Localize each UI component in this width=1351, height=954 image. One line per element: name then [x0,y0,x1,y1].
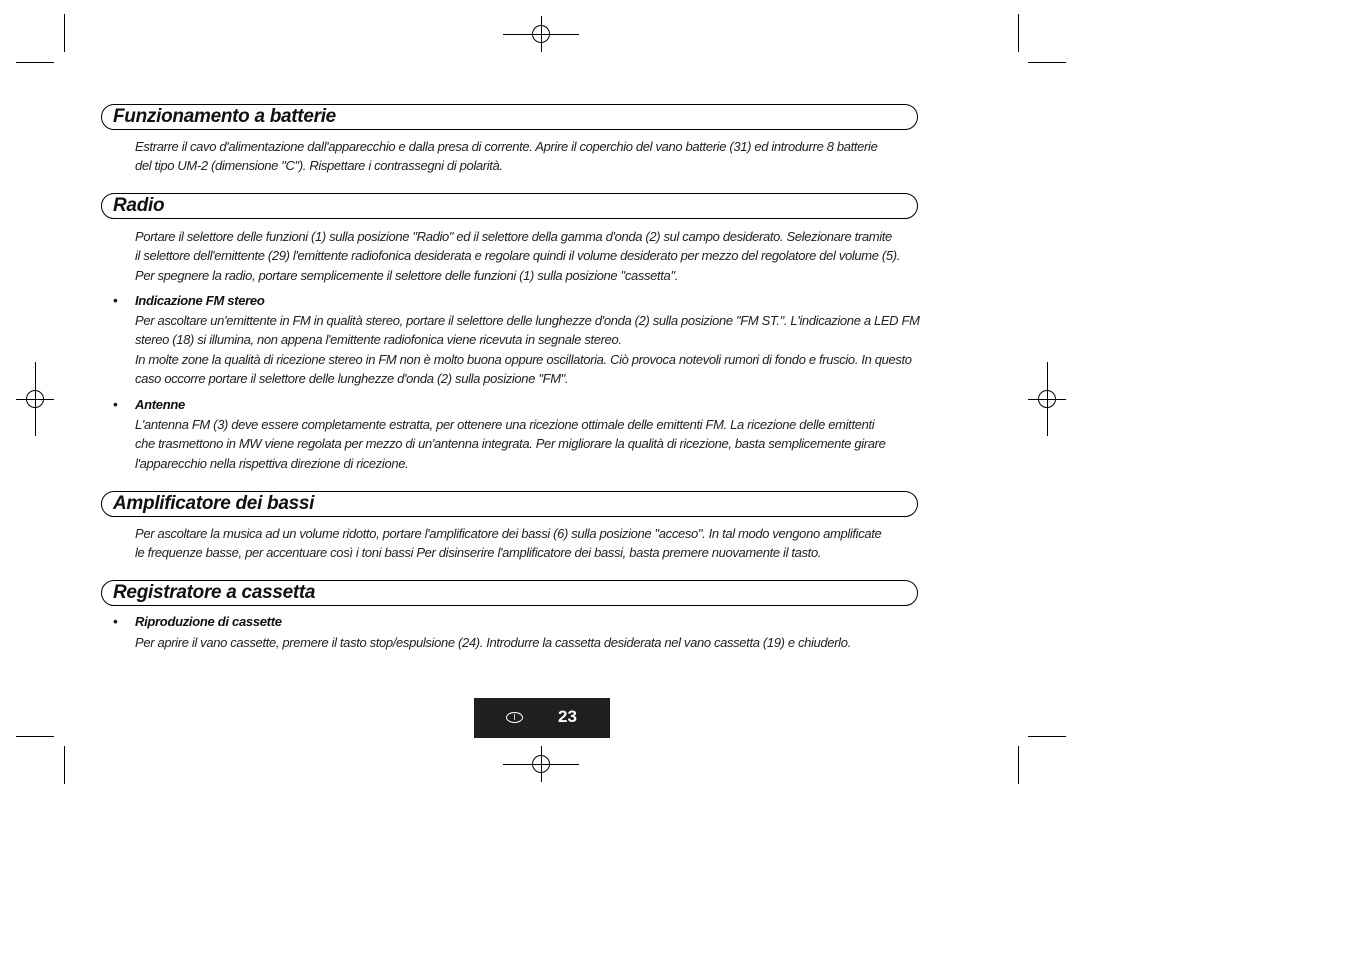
section-title-battery [101,104,918,130]
bass-paragraph [135,524,881,563]
section-title-radio [101,193,918,219]
registration-circle [532,755,550,773]
radio-paragraph [135,227,900,285]
section-title-cassette [101,580,918,606]
text-line: In molte zone la qualità di ricezione stereo in FM non è molto buona oppure oscillatoria. Ciò provoca notevoli rumori di fondo e fruscio. In questo [135,351,912,367]
text-line: l'apparecchio nella rispettiva direzione di ricezione. [135,455,409,471]
section-title-bass [101,491,918,517]
crop-mark [64,746,65,784]
page-number: 23 [558,707,577,726]
language-badge: I [506,712,523,723]
text-line: Per aprire il vano cassette, premere il tasto stop/espulsione (24). Introdurre la cassetta desiderata nel vano cassetta (19) e chiuderlo. [135,635,851,650]
registration-circle [26,390,44,408]
playback-paragraph [135,633,851,652]
text-line: Portare il selettore delle funzioni (1) sulla posizione "Radio" ed il selettore della gamma d'onda (2) sul campo desiderato. Selezionare tramite [135,229,892,244]
crop-mark [64,14,65,52]
text-line: che trasmettono in MW viene regolata per mezzo di un'antenna integrata. Per migliorare la qualità di ricezione, basta semplicemente girare [135,436,886,452]
crop-mark [1018,14,1019,52]
fm-stereo-paragraph [135,311,920,388]
subheading-fm-stereo: Indicazione FM stereo [135,293,265,308]
text-line: L'antenna FM (3) deve essere completamente estratta, per ottenere una ricezione ottimale delle emittenti FM. La ricezione delle emittenti [135,417,875,432]
text-line: Per spegnere la radio, portare semplicemente il selettore delle funzioni (1) sulla posizione "cassetta". [135,267,678,283]
crop-mark [16,736,54,737]
crop-mark [1028,736,1066,737]
crop-mark [1018,746,1019,784]
subheading-playback: Riproduzione di cassette [135,614,282,629]
section-title-text: Funzionamento a batterie [113,106,336,127]
text-line: caso occorre portare il selettore delle lunghezze d'onda (2) sulla posizione "FM". [135,370,569,386]
bullet: • [113,397,118,412]
text-line: le frequenze basse, per accentuare così i toni bassi Per disinserire l'amplificatore dei bassi, basta premere nuovamente il tasto. [135,545,822,561]
subheading-antenna: Antenne [135,397,185,412]
crop-mark [1028,62,1066,63]
registration-circle [532,25,550,43]
text-line: Per ascoltare la musica ad un volume ridotto, portare l'amplificatore dei bassi (6) sulla posizione "acceso". In tal modo vengono amplificate [135,526,882,541]
bullet: • [113,614,118,629]
section-title-text: Radio [113,195,165,216]
section-title-text: Registratore a cassetta [113,582,316,603]
section-title-text: Amplificatore dei bassi [113,493,315,514]
text-line: il selettore dell'emittente (29) l'emittente radiofonica desiderata e regolare quindi il volume desiderato per mezzo del regolatore del volume (5). [135,248,901,264]
battery-paragraph [135,137,877,176]
text-line: Estrarre il cavo d'alimentazione dall'apparecchio e dalla presa di corrente. Aprire il coperchio del vano batterie (31) ed introdurre 8 batterie [135,139,878,154]
page-number-box [474,698,610,738]
antenna-paragraph [135,415,885,473]
crop-mark [16,62,54,63]
text-line: stereo (18) si illumina, non appena l'emittente radiofonica viene ricevuta in segnale stereo. [135,332,622,348]
text-line: del tipo UM-2 (dimensione "C"). Rispettare i contrassegni di polarità. [135,158,503,174]
registration-circle [1038,390,1056,408]
text-line: Per ascoltare un'emittente in FM in qualità stereo, portare il selettore delle lunghezze d'onda (2) sulla posizione "FM ST.". L'indicazione a LED FM [135,313,920,328]
bullet: • [113,293,118,308]
